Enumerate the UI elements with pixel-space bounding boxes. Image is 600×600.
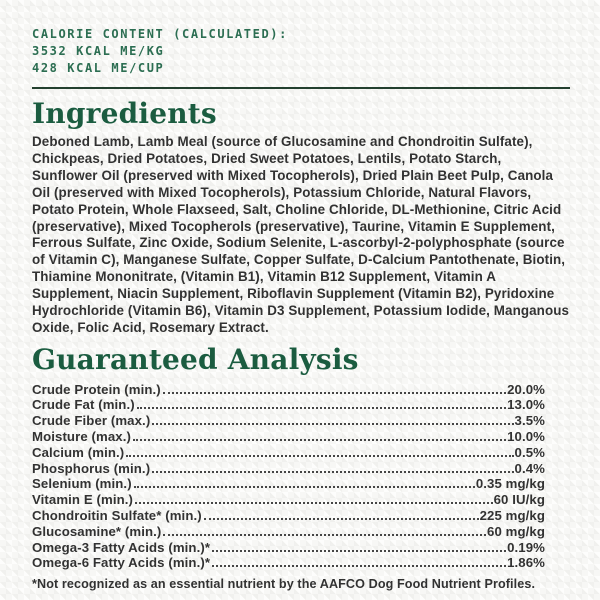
analysis-row-label: Phosphorus (min.) [32,460,151,476]
analysis-row-value: 225 mg/kg [479,508,545,524]
analysis-row [32,507,545,523]
analysis-row-label: Calcium (min.) [32,444,125,460]
analysis-row-label: Omega-3 Fatty Acids (min.)* [32,539,211,555]
analysis-row [32,428,545,444]
ingredients-text: Deboned Lamb, Lamb Meal (source of Glucosamine and Chondroitin Sulfate), Chickpeas, Dried Potatoes, Dried Sweet Potatoes, Lentils, Potato Starch, Sunflower Oil (preserved with Mixed Tocopherols), Dried Plain Beet Pulp, Canola Oil (preserved with Mixed Tocopherols), Potassium Chloride, Natural Flavors, Potato Protein, Whole Flaxseed, Salt, Choline Chloride, DL-Methionine, Citric Acid (preservative), Mixed Tocopherols (preservative), Taurine, Vitamin E Supplement, Ferrous Sulfate, Zinc Oxide, Sodium Selenite, L-ascorbyl-2-polyphosphate (source of Vitamin C), Manganese Sulfate, Copper Sulfate, D-Calcium Pantothenate, Biotin, Thiamine Mononitrate, (Vitamin B1), Vitamin B12 Supplement, Vitamin A Supplement, Niacin Supplement, Riboflavin Supplement (Vitamin B2), Pyridoxine Hydrochloride (Vitamin B6), Vitamin D3 Supplement, Potassium Iodide, Manganous Oxide, Folic Acid, Rosemary Extract. [32,134,570,335]
analysis-row [32,444,545,460]
guaranteed-analysis-heading: Guaranteed Analysis [32,342,359,376]
analysis-row-label: Crude Fat (min.) [32,397,135,413]
analysis-row-value: 60 IU/kg [493,492,545,508]
analysis-row-value: 20.0% [507,381,545,397]
dot-leader [133,439,506,441]
dot-leader [163,392,506,394]
analysis-row-label: Omega-6 Fatty Acids (min.)* [32,555,211,571]
analysis-row [32,555,545,571]
analysis-row-label: Crude Fiber (max.) [32,413,151,429]
analysis-row-label: Selenium (min.) [32,476,132,492]
dot-leader [135,502,493,504]
ingredients-heading: Ingredients [32,97,217,130]
analysis-row-value: 3.5% [514,413,545,429]
dot-leader [152,471,513,473]
section-divider [32,87,570,89]
analysis-row-value: 0.4% [514,460,545,476]
analysis-row-label: Crude Protein (min.) [32,381,161,397]
analysis-row [32,476,545,492]
dot-leader [204,518,479,520]
dot-leader [212,565,506,567]
analysis-rows [32,381,570,571]
calorie-content-block [32,26,570,77]
analysis-row-value: 0.35 mg/kg [475,476,545,492]
dot-leader [126,455,513,457]
analysis-row [32,523,545,539]
analysis-row-value: 60 mg/kg [487,523,545,539]
analysis-row-value: 13.0% [507,397,545,413]
analysis-row [32,397,545,413]
analysis-row [32,412,545,428]
analysis-row [32,539,545,555]
aafco-footnote: *Not recognized as an essential nutrient by the AAFCO Dog Food Nutrient Profiles. [32,577,536,592]
dot-leader [152,423,513,425]
calorie-content-title: CALORIE CONTENT (CALCULATED): [32,27,288,41]
analysis-row [32,381,545,397]
analysis-row-label: Chondroitin Sulfate* (min.) [32,508,202,524]
analysis-row [32,460,545,476]
analysis-row-value: 0.5% [514,444,545,460]
analysis-row-value: 0.19% [507,539,545,555]
calorie-kcal-per-cup: 428 KCAL ME/CUP [32,61,165,75]
dot-leader [163,534,486,536]
analysis-row [32,491,545,507]
dot-leader [134,486,475,488]
analysis-row-label: Glucosamine* (min.) [32,523,162,539]
analysis-row-label: Vitamin E (min.) [32,492,134,508]
analysis-row-value: 10.0% [507,429,545,445]
dot-leader [212,550,506,552]
analysis-row-value: 1.86% [507,555,545,571]
dot-leader [137,407,506,409]
analysis-row-label: Moisture (max.) [32,429,131,445]
calorie-kcal-per-kg: 3532 KCAL ME/KG [32,44,165,58]
